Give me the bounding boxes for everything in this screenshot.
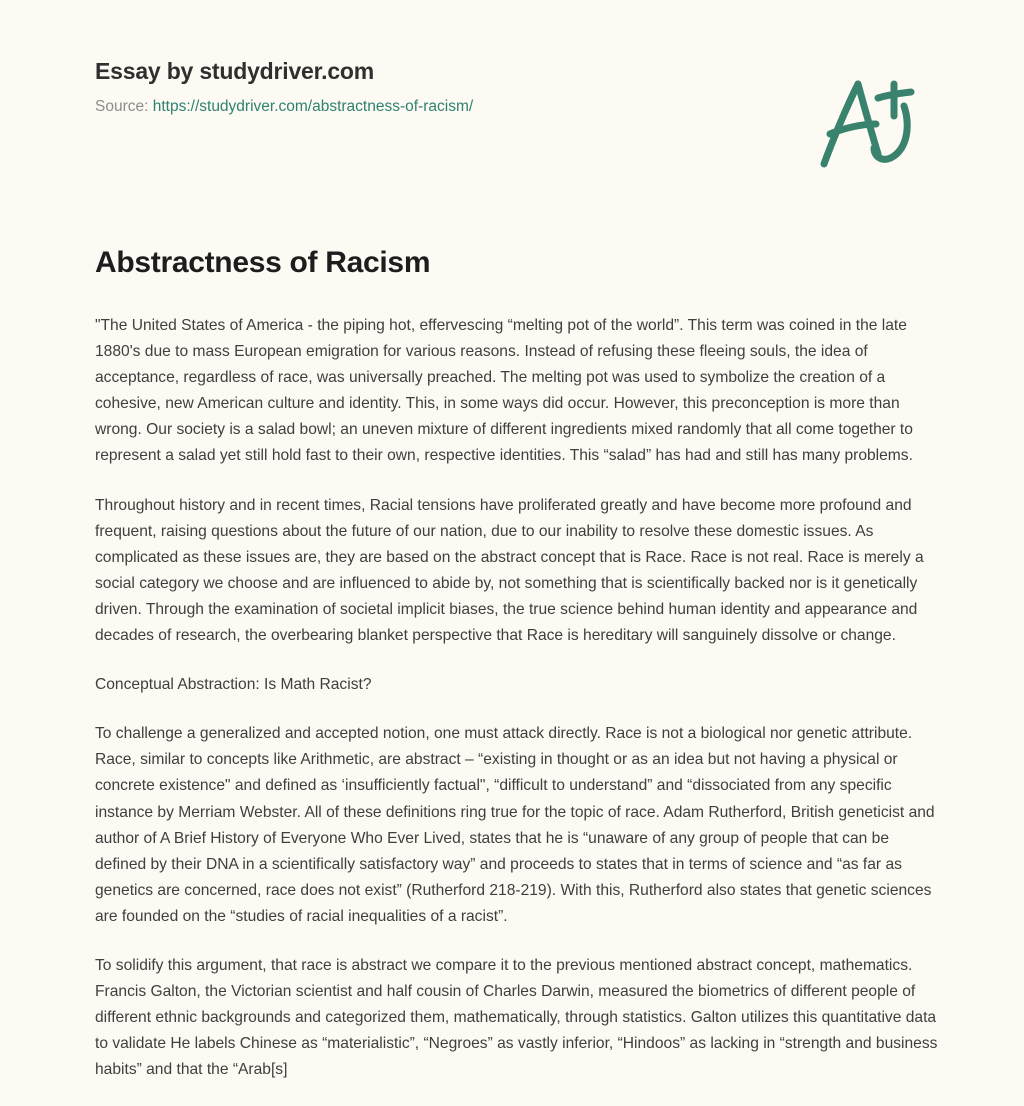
source-label: Source: bbox=[95, 98, 149, 115]
paragraph: To solidify this argument, that race is abstract we compare it to the previous mentioned abstract concept, mathematics. Francis Galton, the Victorian scientist and half cousin of Charles Darwin, measured the biometrics of different people of different ethnic backgrounds and categorized them, mathematically, through statistics. Galton utilizes this quantitative data to validate He labels Chinese as “materialistic”, “Negroes” as vastly inferior, “Hindoos” as lacking in “strength and business habits” and that the “Arab[s] bbox=[95, 956, 938, 1079]
source-line bbox=[95, 97, 935, 117]
paragraph: "The United States of America - the piping hot, effervescing “melting pot of the world”. This term was coined in the late 1880's due to mass European emigration for various reasons. Instead of refusing these fleeing souls, the idea of acceptance, regardless of race, was universally preached. The melting pot was used to symbolize the creation of a cohesive, new American culture and identity. This, in some ways did occur. However, this preconception is more than wrong. Our society is a salad bowl; an uneven mixture of different ingredients mixed randomly that all come together to represent a salad yet still hold fast to their own, respective identities. This “salad” has had and still has many problems. bbox=[95, 317, 913, 465]
article-body bbox=[95, 243, 940, 1106]
paragraph: To challenge a generalized and accepted notion, one must attack directly. Race is not a biological nor genetic attribute. Race, similar to concepts like Arithmetic, are abstract – “existing in thought or as an idea but not having a physical or concrete existence" and defined as ‘insufficiently factual", “difficult to understand” and “dissociated from any specific instance by Merriam Webster. All of these definitions ring true for the topic of race. Adam Rutherford, British geneticist and author of A Brief History of Everyone Who Ever Lived, states that he is “unaware of any group of people that can be defined by their DNA in a scientifically satisfactory way” and proceeds to states that in terms of science and “as far as genetics are concerned, race does not exist” (Rutherford 218-219). With this, Rutherford also states that genetic sciences are founded on the “studies of racial inequalities of a racist”. bbox=[95, 725, 935, 925]
section-subheading: Conceptual Abstraction: Is Math Racist? bbox=[95, 676, 372, 694]
source-url-link[interactable]: https://studydriver.com/abstractness-of-racism/ bbox=[152, 98, 474, 115]
paragraph: Throughout history and in recent times, Racial tensions have proliferated greatly and have become more profound and frequent, raising questions about the future of our nation, due to our inability to resolve these domestic issues. As complicated as these issues are, they are based on the abstract concept that is Race. Race is not real. Race is merely a social category we choose and are influenced to abide by, not something that is scientifically backed nor is it genetically driven. Through the examination of societal implicit biases, the true science behind human identity and appearance and decades of research, the overbearing blanket perspective that Race is hereditary will sanguinely dissolve or change. bbox=[95, 496, 924, 645]
brand-title: Essay by studydriver.com bbox=[95, 58, 375, 84]
page-header bbox=[95, 56, 935, 117]
a-plus-logo-icon bbox=[812, 72, 924, 170]
page-title: Abstractness of Racism bbox=[95, 246, 431, 279]
